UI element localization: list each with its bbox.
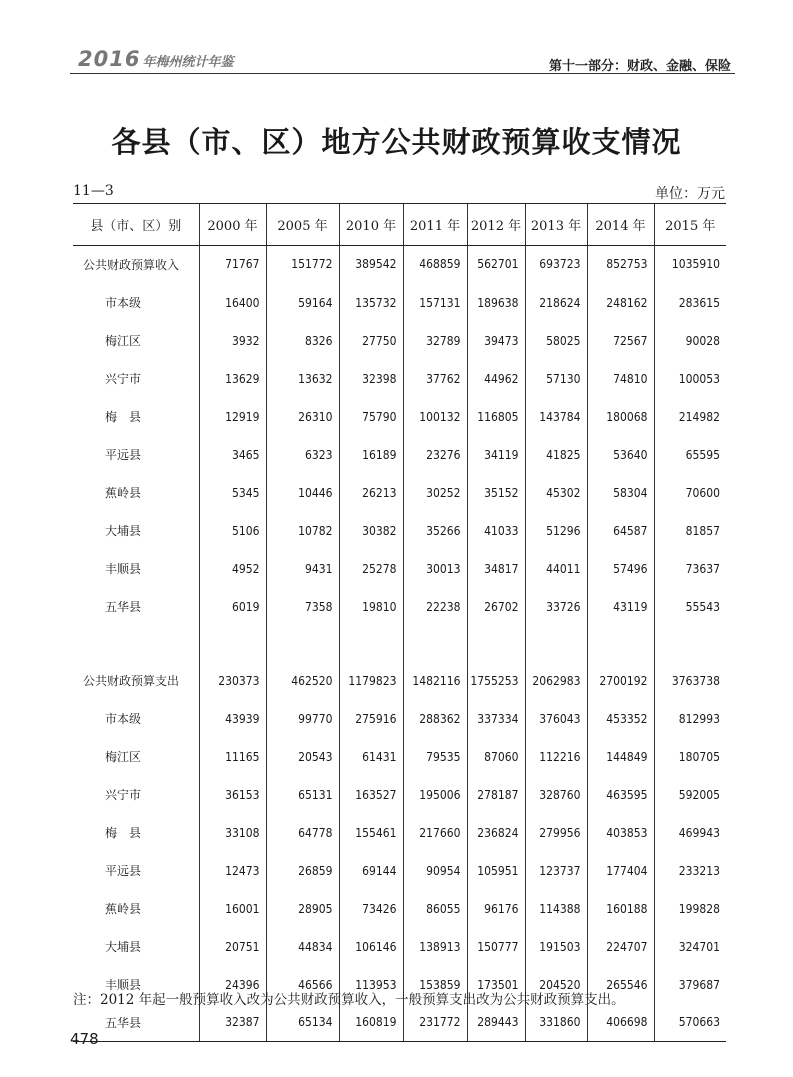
table-cell: 24396 <box>199 966 266 1004</box>
table-cell: 1482116 <box>403 662 467 700</box>
table-cell: 204520 <box>525 966 587 1004</box>
table-cell: 155461 <box>339 814 403 852</box>
table-cell: 389542 <box>339 246 403 284</box>
income-county-row <box>73 588 726 626</box>
table-cell: 44834 <box>266 928 339 966</box>
table-cell: 283615 <box>654 284 726 322</box>
table-cell: 324701 <box>654 928 726 966</box>
spacer-cell <box>266 626 339 662</box>
table-cell: 23276 <box>403 436 467 474</box>
income-total-row <box>73 246 726 284</box>
table-cell: 41033 <box>467 512 525 550</box>
table-cell: 4952 <box>199 550 266 588</box>
spacer-cell <box>587 626 654 662</box>
table-cell: 279956 <box>525 814 587 852</box>
table-cell: 34119 <box>467 436 525 474</box>
spacer-cell <box>339 626 403 662</box>
table-cell: 44962 <box>467 360 525 398</box>
row-label: 大埔县 <box>105 524 142 538</box>
unit-label: 单位：万元 <box>655 186 725 202</box>
table-cell: 453352 <box>587 700 654 738</box>
col-header-2015: 2015 年 <box>654 204 726 246</box>
spacer-cell <box>525 626 587 662</box>
income-county-row <box>73 284 726 322</box>
table-number: 11—3 <box>73 183 114 199</box>
table-cell: 376043 <box>525 700 587 738</box>
table-cell: 469943 <box>654 814 726 852</box>
table-cell: 55543 <box>654 588 726 626</box>
table-cell: 26213 <box>339 474 403 512</box>
table-cell: 852753 <box>587 246 654 284</box>
table-cell: 1179823 <box>339 662 403 700</box>
row-label: 平远县 <box>105 448 142 462</box>
table-cell: 30252 <box>403 474 467 512</box>
table-cell: 90028 <box>654 322 726 360</box>
table-cell: 35152 <box>467 474 525 512</box>
table-cell: 189638 <box>467 284 525 322</box>
row-label: 梅 县 <box>105 826 142 840</box>
table-caption-row <box>73 183 725 201</box>
table-cell: 150777 <box>467 928 525 966</box>
table-cell: 5106 <box>199 512 266 550</box>
table-cell: 22238 <box>403 588 467 626</box>
table-cell: 105951 <box>467 852 525 890</box>
table-cell: 236824 <box>467 814 525 852</box>
expenditure-county-row <box>73 700 726 738</box>
table-cell: 12919 <box>199 398 266 436</box>
table-cell: 693723 <box>525 246 587 284</box>
table-cell: 468859 <box>403 246 467 284</box>
table-cell: 10782 <box>266 512 339 550</box>
table-cell: 25278 <box>339 550 403 588</box>
table-cell: 112216 <box>525 738 587 776</box>
row-label: 丰顺县 <box>105 978 142 992</box>
yearbook-logo <box>78 47 233 71</box>
table-cell: 69144 <box>339 852 403 890</box>
finance-table <box>73 203 726 1042</box>
income-county-row <box>73 322 726 360</box>
table-cell: 74810 <box>587 360 654 398</box>
table-cell: 7358 <box>266 588 339 626</box>
table-cell: 99770 <box>266 700 339 738</box>
table-cell: 86055 <box>403 890 467 928</box>
table-cell: 6019 <box>199 588 266 626</box>
table-cell: 3763738 <box>654 662 726 700</box>
table-header-row <box>73 204 726 246</box>
table-cell: 288362 <box>403 700 467 738</box>
table-cell: 20543 <box>266 738 339 776</box>
table-cell: 199828 <box>654 890 726 928</box>
table-cell: 278187 <box>467 776 525 814</box>
table-cell: 1035910 <box>654 246 726 284</box>
table-cell: 379687 <box>654 966 726 1004</box>
row-label: 丰顺县 <box>105 562 142 576</box>
spacer-cell <box>654 626 726 662</box>
table-cell: 34817 <box>467 550 525 588</box>
table-cell: 87060 <box>467 738 525 776</box>
col-header-2010: 2010 年 <box>339 204 403 246</box>
spacer-cell <box>467 626 525 662</box>
table-cell: 58025 <box>525 322 587 360</box>
table-cell: 144849 <box>587 738 654 776</box>
col-header-2013: 2013 年 <box>525 204 587 246</box>
table-cell: 233213 <box>654 852 726 890</box>
table-cell: 43939 <box>199 700 266 738</box>
table-cell: 1755253 <box>467 662 525 700</box>
table-cell: 61431 <box>339 738 403 776</box>
table-cell: 65131 <box>266 776 339 814</box>
expenditure-county-row <box>73 738 726 776</box>
table-cell: 44011 <box>525 550 587 588</box>
table-cell: 64587 <box>587 512 654 550</box>
row-label: 兴宁市 <box>105 788 142 802</box>
table-cell: 16189 <box>339 436 403 474</box>
yearbook-name: 年梅州统计年鉴 <box>142 55 234 70</box>
col-header-2005: 2005 年 <box>266 204 339 246</box>
spacer-cell <box>73 626 199 662</box>
table-cell: 81857 <box>654 512 726 550</box>
table-cell: 406698 <box>587 1004 654 1042</box>
table-cell: 6323 <box>266 436 339 474</box>
table-cell: 195006 <box>403 776 467 814</box>
table-cell: 248162 <box>587 284 654 322</box>
table-cell: 116805 <box>467 398 525 436</box>
table-cell: 11165 <box>199 738 266 776</box>
expenditure-county-row <box>73 928 726 966</box>
table-cell: 51296 <box>525 512 587 550</box>
table-cell: 45302 <box>525 474 587 512</box>
expenditure-county-row <box>73 890 726 928</box>
table-cell: 9431 <box>266 550 339 588</box>
col-header-2012: 2012 年 <box>467 204 525 246</box>
table-cell: 64778 <box>266 814 339 852</box>
spacer-cell <box>403 626 467 662</box>
table-cell: 39473 <box>467 322 525 360</box>
table-cell: 173501 <box>467 966 525 1004</box>
table-cell: 562701 <box>467 246 525 284</box>
table-cell: 337334 <box>467 700 525 738</box>
table-cell: 592005 <box>654 776 726 814</box>
table-cell: 2062983 <box>525 662 587 700</box>
income-county-row <box>73 512 726 550</box>
row-label: 梅江区 <box>105 750 142 764</box>
table-cell: 28905 <box>266 890 339 928</box>
table-cell: 812993 <box>654 700 726 738</box>
table-cell: 27750 <box>339 322 403 360</box>
expenditure-county-row <box>73 814 726 852</box>
table-cell: 191503 <box>525 928 587 966</box>
table-cell: 289443 <box>467 1004 525 1042</box>
table-cell: 32398 <box>339 360 403 398</box>
table-cell: 570663 <box>654 1004 726 1042</box>
row-label: 大埔县 <box>105 940 142 954</box>
table-cell: 151772 <box>266 246 339 284</box>
table-cell: 13632 <box>266 360 339 398</box>
table-cell: 75790 <box>339 398 403 436</box>
expenditure-county-row <box>73 776 726 814</box>
table-cell: 214982 <box>654 398 726 436</box>
table-cell: 33108 <box>199 814 266 852</box>
page-title: 各县（市、区）地方公共财政预算收支情况 <box>111 125 682 159</box>
table-cell: 265546 <box>587 966 654 1004</box>
row-label: 公共财政预算支出 <box>83 674 180 688</box>
table-cell: 3465 <box>199 436 266 474</box>
table-cell: 57496 <box>587 550 654 588</box>
table-cell: 10446 <box>266 474 339 512</box>
expenditure-total-row <box>73 662 726 700</box>
row-label: 市本级 <box>105 296 142 310</box>
table-cell: 135732 <box>339 284 403 322</box>
table-cell: 462520 <box>266 662 339 700</box>
spacer-row <box>73 626 726 662</box>
table-cell: 96176 <box>467 890 525 928</box>
table-cell: 71767 <box>199 246 266 284</box>
table-cell: 328760 <box>525 776 587 814</box>
income-county-row <box>73 398 726 436</box>
yearbook-year: 2016 <box>78 47 141 71</box>
row-label: 平远县 <box>105 864 142 878</box>
table-cell: 180705 <box>654 738 726 776</box>
table-cell: 41825 <box>525 436 587 474</box>
table-cell: 153859 <box>403 966 467 1004</box>
table-cell: 2700192 <box>587 662 654 700</box>
table-cell: 114388 <box>525 890 587 928</box>
table-cell: 20751 <box>199 928 266 966</box>
page-number: 478 <box>70 1030 99 1048</box>
table-cell: 3932 <box>199 322 266 360</box>
table-cell: 26859 <box>266 852 339 890</box>
header-rule <box>70 73 735 74</box>
row-label: 蕉岭县 <box>105 486 142 500</box>
table-cell: 79535 <box>403 738 467 776</box>
table-cell: 65595 <box>654 436 726 474</box>
table-cell: 100053 <box>654 360 726 398</box>
table-cell: 43119 <box>587 588 654 626</box>
table-cell: 57130 <box>525 360 587 398</box>
table-cell: 46566 <box>266 966 339 1004</box>
table-cell: 32789 <box>403 322 467 360</box>
table-cell: 143784 <box>525 398 587 436</box>
row-label: 梅江区 <box>105 334 142 348</box>
income-county-row <box>73 474 726 512</box>
table-cell: 160188 <box>587 890 654 928</box>
page-header <box>0 0 793 78</box>
table-cell: 8326 <box>266 322 339 360</box>
table-cell: 163527 <box>339 776 403 814</box>
table-cell: 53640 <box>587 436 654 474</box>
col-header-2000: 2000 年 <box>199 204 266 246</box>
table-cell: 231772 <box>403 1004 467 1042</box>
table-cell: 123737 <box>525 852 587 890</box>
row-label: 兴宁市 <box>105 372 142 386</box>
table-cell: 160819 <box>339 1004 403 1042</box>
table-cell: 230373 <box>199 662 266 700</box>
income-county-row <box>73 550 726 588</box>
table-cell: 30382 <box>339 512 403 550</box>
table-cell: 106146 <box>339 928 403 966</box>
footnote: 注：2012 年起一般预算收入改为公共财政预算收入，一般预算支出改为公共财政预算支出。 <box>73 992 625 1008</box>
table-cell: 100132 <box>403 398 467 436</box>
table-cell: 138913 <box>403 928 467 966</box>
expenditure-county-row <box>73 852 726 890</box>
row-label: 五华县 <box>73 1004 199 1042</box>
table-cell: 177404 <box>587 852 654 890</box>
table-cell: 19810 <box>339 588 403 626</box>
table-cell: 403853 <box>587 814 654 852</box>
table-cell: 275916 <box>339 700 403 738</box>
col-header-2011: 2011 年 <box>403 204 467 246</box>
row-label: 公共财政预算收入 <box>83 257 180 272</box>
expenditure-county-row <box>73 1004 726 1042</box>
col-header-2014: 2014 年 <box>587 204 654 246</box>
table-cell: 463595 <box>587 776 654 814</box>
table-cell: 59164 <box>266 284 339 322</box>
table-cell: 36153 <box>199 776 266 814</box>
table-cell: 218624 <box>525 284 587 322</box>
table-cell: 70600 <box>654 474 726 512</box>
table-cell: 65134 <box>266 1004 339 1042</box>
table-cell: 72567 <box>587 322 654 360</box>
table-cell: 180068 <box>587 398 654 436</box>
table-cell: 32387 <box>199 1004 266 1042</box>
table-cell: 90954 <box>403 852 467 890</box>
table-cell: 73426 <box>339 890 403 928</box>
income-county-row <box>73 360 726 398</box>
row-label: 市本级 <box>105 712 142 726</box>
table-cell: 157131 <box>403 284 467 322</box>
table-cell: 16400 <box>199 284 266 322</box>
table-cell: 73637 <box>654 550 726 588</box>
section-title: 第十一部分：财政、金融、保险 <box>548 59 731 74</box>
table-cell: 33726 <box>525 588 587 626</box>
table-cell: 26702 <box>467 588 525 626</box>
table-cell: 13629 <box>199 360 266 398</box>
table-cell: 224707 <box>587 928 654 966</box>
table-cell: 113953 <box>339 966 403 1004</box>
table-cell: 5345 <box>199 474 266 512</box>
table-cell: 58304 <box>587 474 654 512</box>
table-cell: 331860 <box>525 1004 587 1042</box>
row-label: 蕉岭县 <box>105 902 142 916</box>
row-label: 五华县 <box>105 600 142 614</box>
col-header-county: 县（市、区）别 <box>73 204 199 246</box>
table-cell: 37762 <box>403 360 467 398</box>
table-cell: 30013 <box>403 550 467 588</box>
table-cell: 217660 <box>403 814 467 852</box>
table-cell: 35266 <box>403 512 467 550</box>
table-cell: 12473 <box>199 852 266 890</box>
spacer-cell <box>199 626 266 662</box>
table-cell: 16001 <box>199 890 266 928</box>
row-label: 梅 县 <box>105 410 142 424</box>
table-body <box>73 246 726 1042</box>
income-county-row <box>73 436 726 474</box>
table-cell: 26310 <box>266 398 339 436</box>
